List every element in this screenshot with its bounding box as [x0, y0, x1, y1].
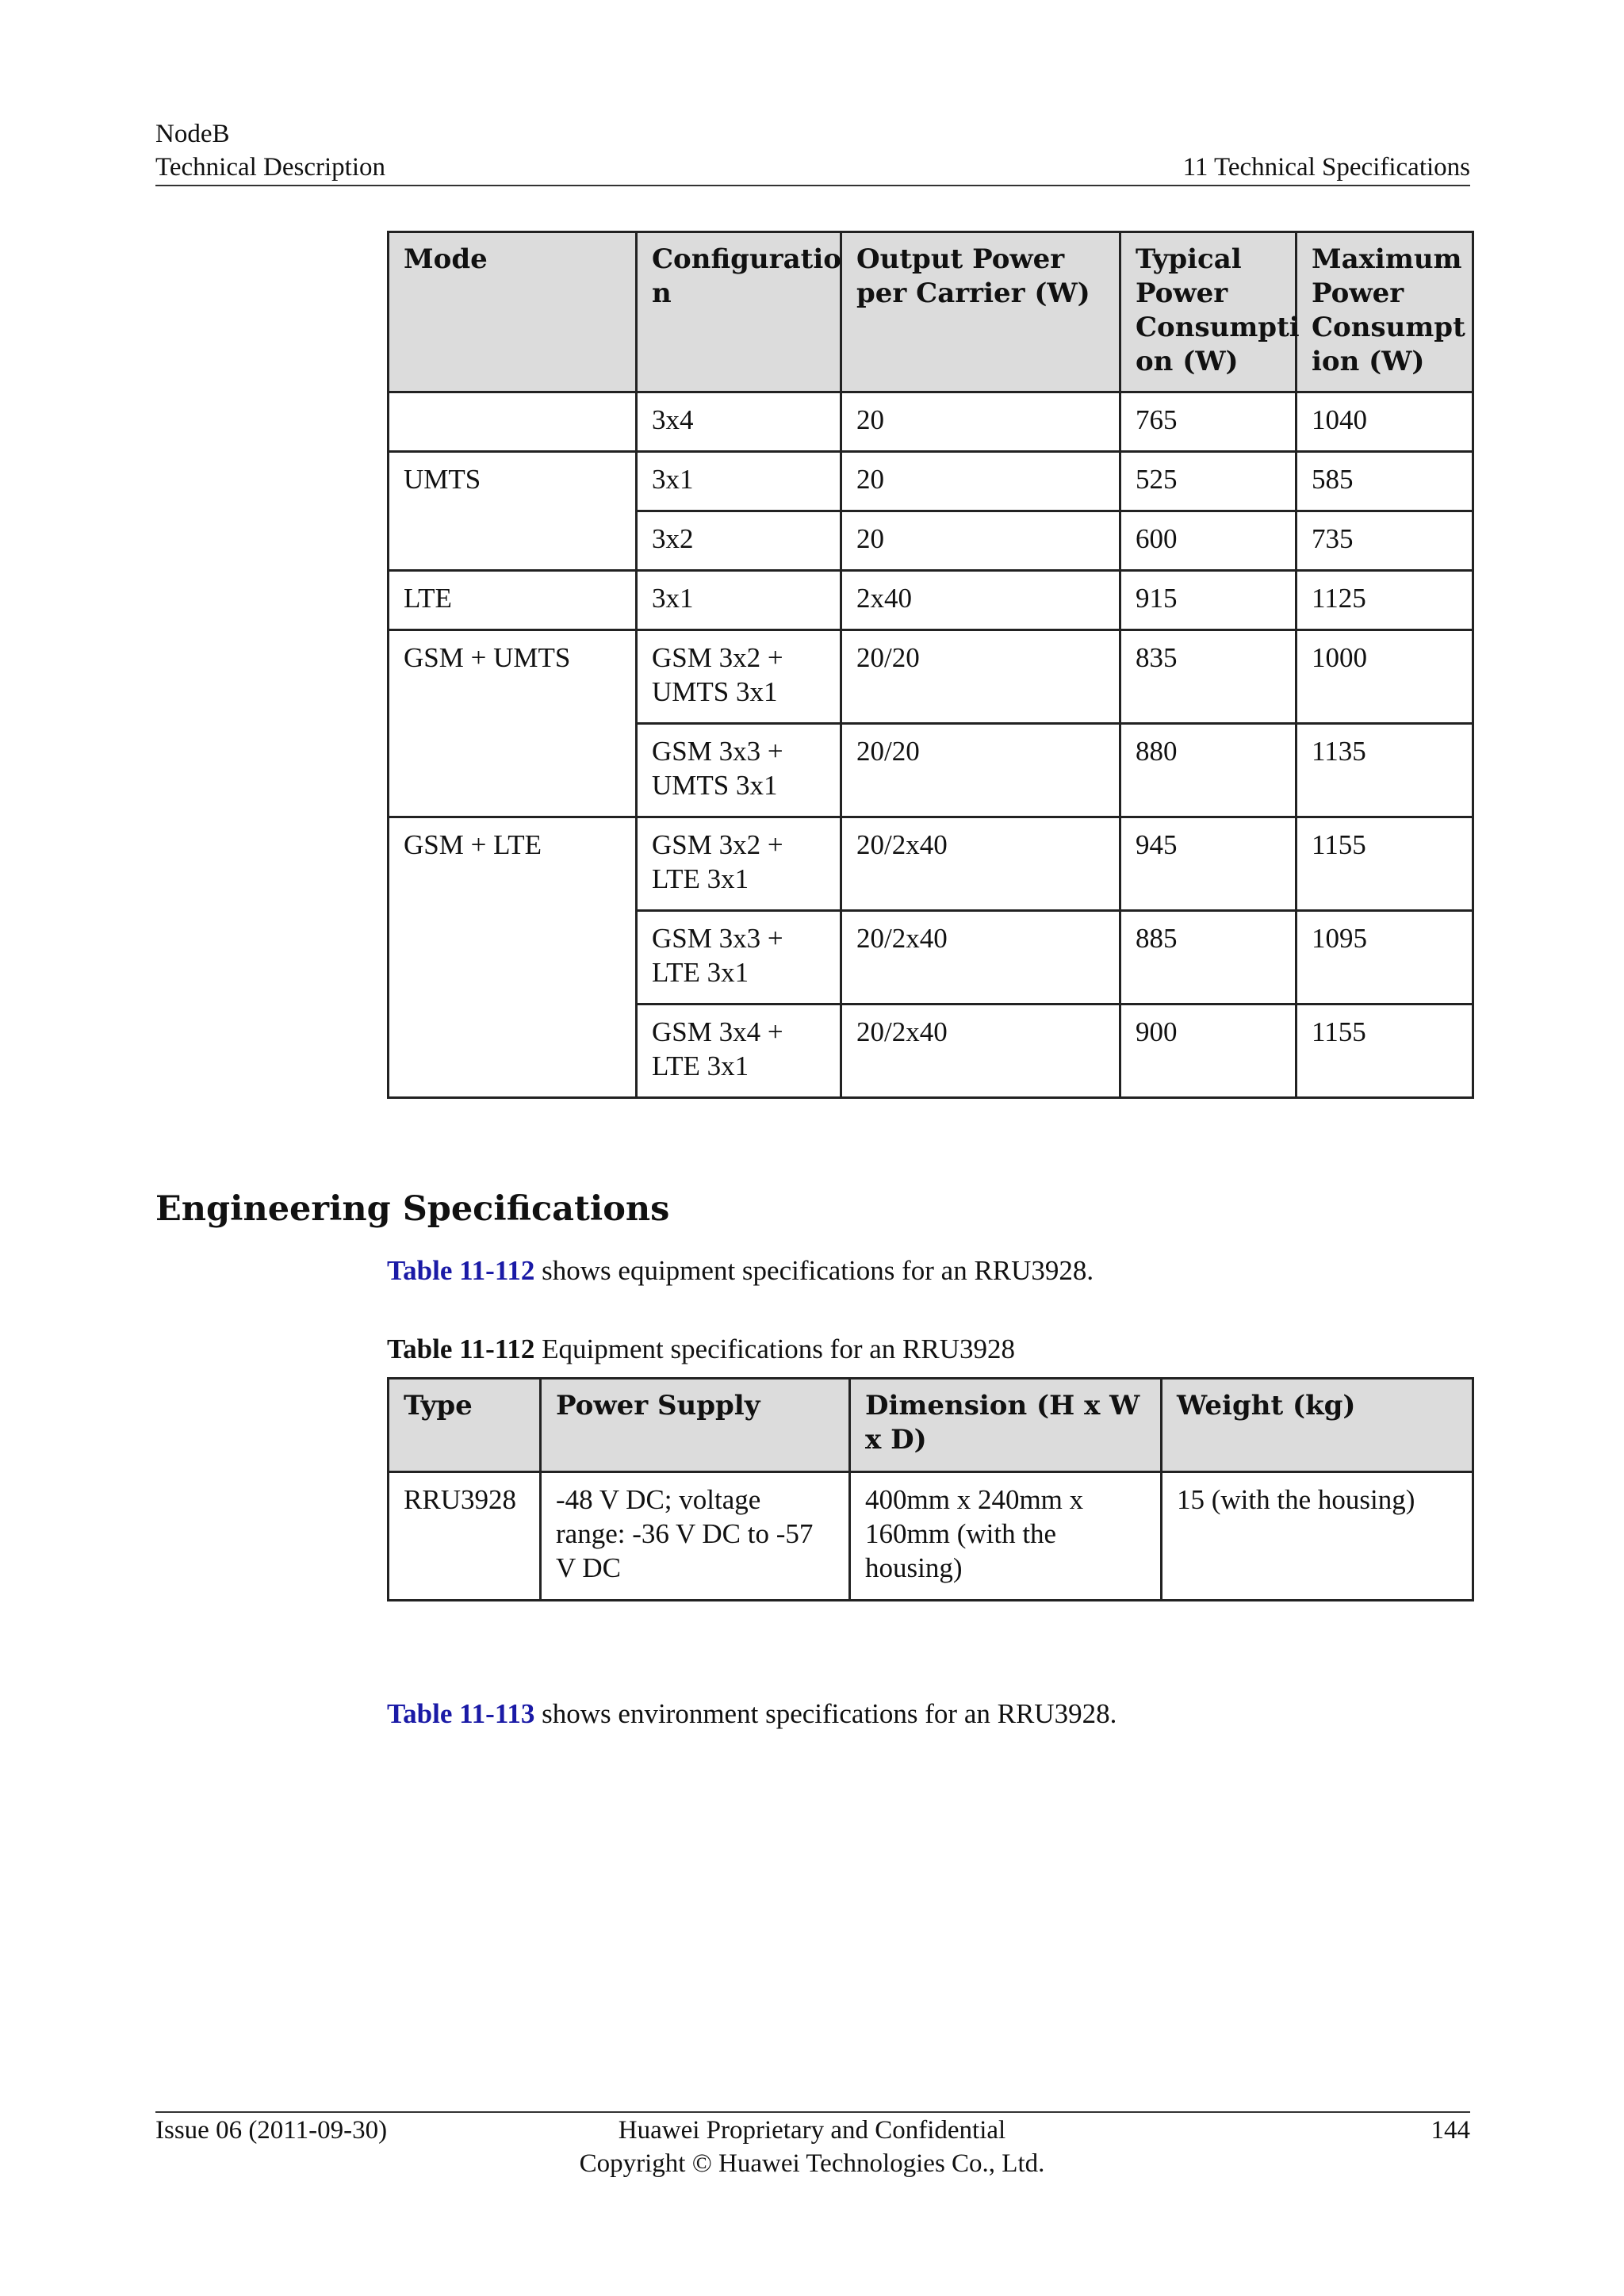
col-header-typical-power: Typical Power Consumpti on (W)	[1120, 232, 1297, 392]
col-header-output-power: Output Power per Carrier (W)	[841, 232, 1120, 392]
intro-paragraph-112	[387, 1253, 1094, 1288]
cell-typical: 900	[1120, 1004, 1297, 1098]
col-header-configuration: Configuratio n	[637, 232, 841, 392]
cell-config: 3x2	[637, 511, 841, 571]
cell-config: GSM 3x3 + LTE 3x1	[637, 911, 841, 1004]
col-header-type: Type	[389, 1379, 541, 1472]
intro-113-text: shows environment specifications for an RRU3928.	[534, 1698, 1117, 1729]
cell-max: 1125	[1297, 571, 1473, 630]
cell-config: GSM 3x3 + UMTS 3x1	[637, 724, 841, 817]
table-header-row	[389, 1379, 1473, 1472]
cell-max: 585	[1297, 452, 1473, 511]
cell-max: 1155	[1297, 1004, 1473, 1098]
cell-typical: 835	[1120, 630, 1297, 724]
header-chapter: 11 Technical Specifications	[1182, 153, 1470, 182]
cell-power-supply: -48 V DC; voltage range: -36 V DC to -57 V DC	[541, 1472, 850, 1601]
table-row	[389, 817, 1473, 911]
col-header-dimension: Dimension (H x W x D)	[850, 1379, 1162, 1472]
power-consumption-table	[387, 231, 1474, 1099]
cell-max: 1135	[1297, 724, 1473, 817]
cell-typical: 915	[1120, 571, 1297, 630]
cell-config: GSM 3x2 + UMTS 3x1	[637, 630, 841, 724]
cell-output: 2x40	[841, 571, 1120, 630]
table-row	[389, 392, 1473, 452]
table-row	[389, 452, 1473, 511]
cell-type: RRU3928	[389, 1472, 541, 1601]
col-header-mode: Mode	[389, 232, 637, 392]
cell-config: GSM 3x4 + LTE 3x1	[637, 1004, 841, 1098]
page-header-left	[155, 117, 385, 184]
table-row	[389, 1472, 1473, 1601]
cell-weight: 15 (with the housing)	[1162, 1472, 1473, 1601]
intro-paragraph-113	[387, 1697, 1116, 1732]
cell-output: 20/2x40	[841, 911, 1120, 1004]
page-number: 144	[1431, 2116, 1470, 2145]
cell-output: 20/20	[841, 630, 1120, 724]
cell-config: 3x1	[637, 452, 841, 511]
table-header-row	[389, 232, 1473, 392]
cell-mode: GSM + UMTS	[389, 630, 637, 817]
cell-max: 735	[1297, 511, 1473, 571]
cell-max: 1095	[1297, 911, 1473, 1004]
cell-typical: 765	[1120, 392, 1297, 452]
footer-center	[0, 2114, 1624, 2180]
table-caption	[387, 1332, 1015, 1367]
cell-output: 20	[841, 511, 1120, 571]
footer-copyright: Copyright © Huawei Technologies Co., Ltd.	[579, 2149, 1045, 2178]
cell-output: 20/20	[841, 724, 1120, 817]
cell-output: 20/2x40	[841, 1004, 1120, 1098]
cell-max: 1155	[1297, 817, 1473, 911]
cell-typical: 945	[1120, 817, 1297, 911]
cell-config: GSM 3x2 + LTE 3x1	[637, 817, 841, 911]
footer-issue: Issue 06 (2011-09-30)	[155, 2116, 388, 2145]
header-doc-title: Technical Description	[155, 153, 385, 182]
caption-text: Equipment specifications for an RRU3928	[534, 1334, 1015, 1364]
header-product: NodeB	[155, 120, 230, 148]
col-header-max-power: Maximum Power Consumpt ion (W)	[1297, 232, 1473, 392]
cell-output: 20/2x40	[841, 817, 1120, 911]
cell-typical: 880	[1120, 724, 1297, 817]
footer-confidential: Huawei Proprietary and Confidential	[618, 2116, 1006, 2145]
equipment-spec-table	[387, 1377, 1474, 1601]
table-11-112-link[interactable]: Table 11-112	[387, 1255, 535, 1286]
cell-typical: 885	[1120, 911, 1297, 1004]
col-header-weight: Weight (kg)	[1162, 1379, 1473, 1472]
caption-label: Table 11-112	[387, 1334, 535, 1364]
cell-mode: GSM + LTE	[389, 817, 637, 1098]
cell-max: 1000	[1297, 630, 1473, 724]
col-header-power-supply: Power Supply	[541, 1379, 850, 1472]
cell-mode: UMTS	[389, 452, 637, 571]
cell-typical: 600	[1120, 511, 1297, 571]
header-divider	[155, 185, 1470, 186]
table-11-113-link[interactable]: Table 11-113	[387, 1698, 535, 1729]
cell-output: 20	[841, 392, 1120, 452]
footer-divider	[155, 2111, 1470, 2113]
table-row	[389, 630, 1473, 724]
intro-112-text: shows equipment specifications for an RRU3928.	[534, 1255, 1094, 1286]
cell-config: 3x1	[637, 571, 841, 630]
cell-config: 3x4	[637, 392, 841, 452]
table-row	[389, 571, 1473, 630]
cell-mode: LTE	[389, 571, 637, 630]
cell-dimension: 400mm x 240mm x 160mm (with the housing)	[850, 1472, 1162, 1601]
cell-typical: 525	[1120, 452, 1297, 511]
section-title: Engineering Specifications	[155, 1189, 670, 1229]
cell-output: 20	[841, 452, 1120, 511]
cell-mode	[389, 392, 637, 452]
cell-max: 1040	[1297, 392, 1473, 452]
